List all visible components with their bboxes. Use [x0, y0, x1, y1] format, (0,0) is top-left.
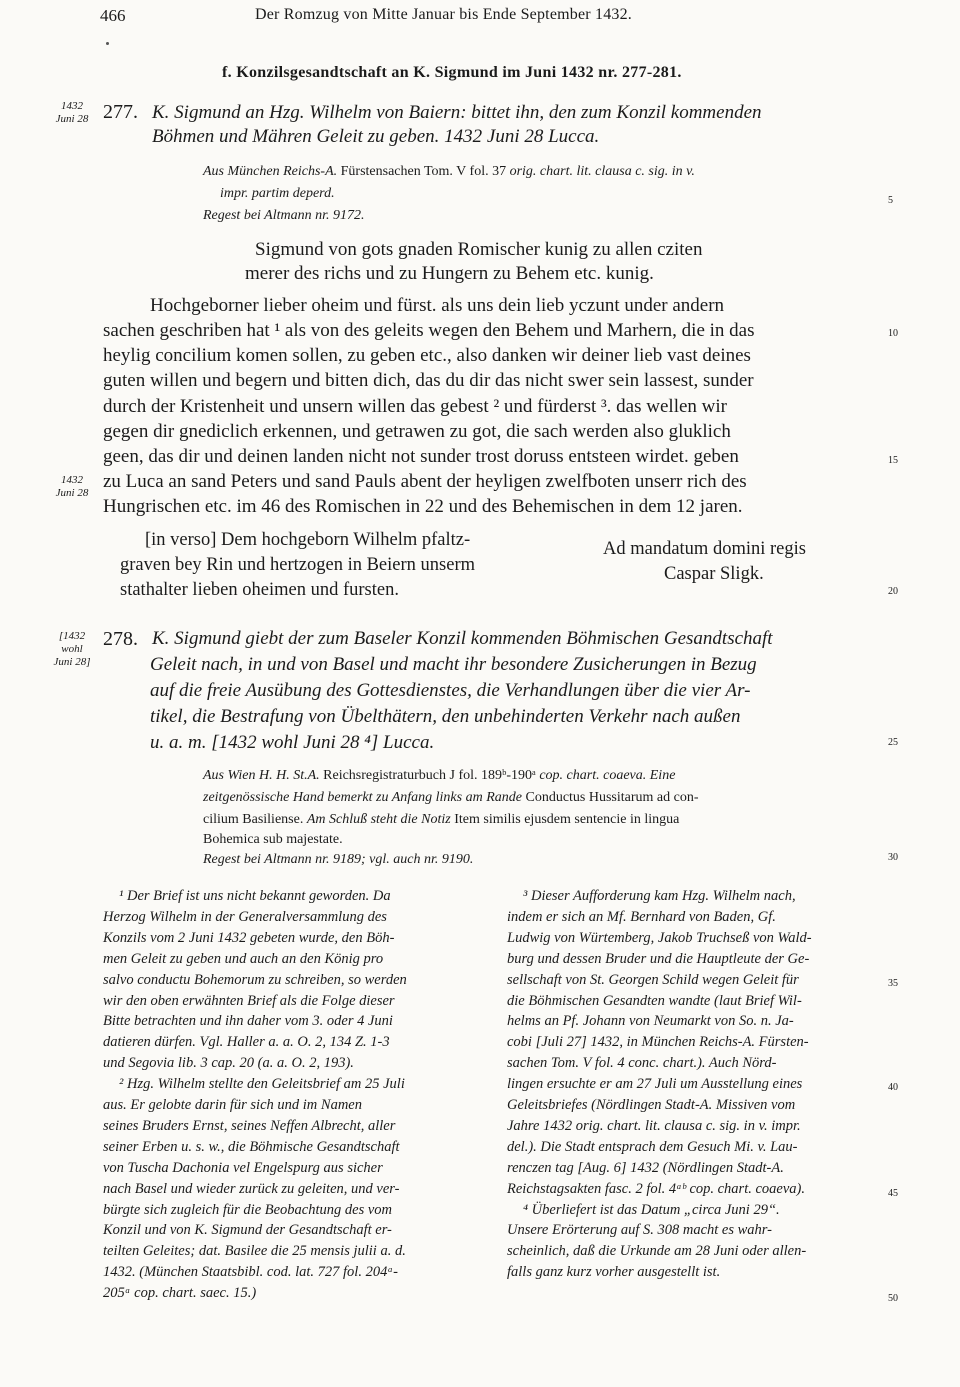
source-roman: cilium Basiliense.	[203, 812, 307, 827]
subscription-line: Ad mandatum domini regis	[603, 539, 806, 559]
source-277-line	[220, 184, 335, 204]
line-number: 40	[888, 1082, 898, 1093]
footnote-line: ⁴ Überliefert ist das Datum „circa Juni 29“.	[523, 1201, 780, 1218]
regest-278-line: tikel, die Bestrafung von Übelthätern, den unbehinderten Verkehr nach außen	[150, 706, 741, 727]
letter-text-line: gegen dir gnediclich erkennen, und getrawen zu got, die sach werden also gluklich	[103, 421, 731, 442]
letter-text-line: Hochgeborner lieber oheim und fürst. als uns dein lieb yczunt under andern	[150, 295, 725, 316]
footnote-line: und Segovia lib. 3 cap. 20 (a. a. O. 2, 193).	[103, 1055, 354, 1072]
source-277-line	[203, 162, 695, 182]
footnote-line: seines Bruders Ernst, seines Neffen Albrecht, aller	[103, 1117, 396, 1134]
regest-277-line: Böhmen und Mähren Geleit zu geben. 1432 Juni 28 Lucca.	[152, 126, 600, 147]
footnote-line: sellschaft von St. Georgen Schild wegen Geleit für	[507, 971, 799, 988]
margin-date-278	[45, 630, 99, 669]
line-number: 50	[888, 1293, 898, 1304]
regest-277-line: K. Sigmund an Hzg. Wilhelm von Baiern: bittet ihn, den zum Konzil kommenden	[152, 102, 762, 123]
footnote-line: Jahre 1432 orig. chart. lit. clausa c. sig. in v. impr.	[507, 1117, 801, 1134]
footnote-line: del.). Die Stadt entsprach dem Gesuch Mi. v. Lau-	[507, 1138, 798, 1155]
regest-278-line: K. Sigmund giebt der zum Baseler Konzil kommenden Böhmischen Gesandtschaft	[152, 628, 773, 649]
footnote-line: seiner Erben u. s. w., die Böhmische Gesandtschaft	[103, 1138, 400, 1155]
margin-date-year: 1432	[61, 474, 83, 486]
footnote-line: scheinlich, daß die Urkunde am 28 Juni oder allen-	[507, 1243, 807, 1260]
footnote-line: cobi [Juli 27] 1432, in München Reichs-A. Fürsten-	[507, 1034, 809, 1051]
letter-text-line: geen, das dir und deinen landen nicht not sunder trost doruss entsteen wirdet. geben	[103, 446, 739, 467]
footnote-line: nach Basel und wieder zurück zu geleiten, und ver-	[103, 1180, 400, 1197]
source-278-line	[203, 830, 343, 850]
footnote-line: Bitte betrachten und ihn daher vom 3. oder 4 Juni	[103, 1013, 393, 1030]
letter-text-line: zu Luca an sand Peters und sand Pauls abent der heyligen zwelfboten unserr rich des	[103, 471, 747, 492]
line-number: 30	[888, 852, 898, 863]
letter-text-line: sachen geschriben hat ¹ als von des geleits wegen den Behem und Marhern, die in das	[103, 320, 755, 341]
salutation-line: merer des richs und zu Hungern zu Behem etc. kunig.	[245, 263, 654, 284]
margin-date-277-dating	[45, 474, 99, 500]
footnote-line: helms an Pf. Johann von Neumarkt von So. n. Ja-	[507, 1013, 794, 1030]
footnote-line: lingen ersuchte er am 27 Juli um Ausstellung eines	[507, 1076, 803, 1093]
address-line: graven bey Rin und hertzogen in Beiern unserm	[120, 555, 475, 575]
margin-date-day: Juni 28]	[53, 656, 91, 668]
regest-278-line: u. a. m. [1432 wohl Juni 28 ⁴] Lucca.	[150, 732, 435, 753]
source-roman: Conductus Hussitarum ad con-	[521, 790, 699, 805]
regest-278-line: auf die freie Ausübung des Gottesdienstes, die Verhandlungen über die vier Ar-	[150, 680, 751, 701]
footnote-line: salvo conductu Bohemorum zu schreiben, so werden	[103, 971, 407, 988]
margin-date-day: Juni 28	[55, 487, 89, 499]
line-number: 10	[888, 328, 898, 339]
source-277-line	[203, 206, 365, 226]
footnote-line: Herzog Wilhelm in der Generalversammlung des	[103, 908, 387, 925]
source-278-line	[203, 788, 699, 808]
source-278-line	[203, 810, 679, 830]
regest-278-line: Geleit nach, in und von Basel und macht ihr besondere Zusicherungen in Bezug	[150, 654, 757, 675]
decorative-dot	[106, 42, 109, 45]
footnote-line: Reichstagsakten fasc. 2 fol. 4ᵃᵇ cop. chart. coaeva).	[507, 1180, 805, 1197]
footnote-line: Geleitsbriefes (Nördlingen Stadt-A. Missiven vom	[507, 1097, 796, 1113]
footnote-line: ³ Dieser Aufforderung kam Hzg. Wilhelm nach,	[523, 888, 796, 904]
footnote-line: 205ᵃ cop. chart. saec. 15.)	[103, 1285, 257, 1302]
line-number: 15	[888, 455, 898, 466]
footnote-line: datieren dürfen. Vgl. Haller a. a. O. 2, 134 Z. 1-3	[103, 1034, 390, 1051]
margin-date-qualifier: wohl	[61, 643, 83, 655]
running-title: Der Romzug von Mitte Januar bis Ende September 1432.	[255, 6, 632, 23]
source-italic: Am Schluß steht die Notiz	[306, 812, 451, 827]
footnote-line: 1432. (München Staatsbibl. cod. lat. 727 fol. 204ᵃ-	[103, 1264, 398, 1281]
footnote-line: renczen tag [Aug. 6] 1432 (Nördlingen Stadt-A.	[507, 1159, 784, 1176]
footnote-line: bürgte sich zugleich für die Beobachtung des vom	[103, 1201, 393, 1218]
page-number: 466	[100, 6, 126, 25]
source-italic: Regest bei Altmann nr. 9172.	[203, 208, 365, 223]
source-roman: Bohemica sub majestate.	[203, 832, 343, 847]
letter-text-line: Hungrischen etc. im 46 des Romischen in 22 und des Behemischen in dem 12 jaren.	[103, 496, 743, 517]
footnote-line: falls ganz kurz vorher ausgestellt ist.	[507, 1264, 721, 1281]
footnote-line: indem er sich an Mf. Bernhard von Baden, Gf.	[507, 908, 776, 925]
footnote-line: Konzil und von K. Sigmund der Gesandtschaft er-	[103, 1222, 392, 1239]
footnote-line: Unsere Erörterung auf S. 308 macht es wahr-	[507, 1222, 772, 1239]
footnote-line: sachen Tom. V fol. 4 conc. chart.). Auch Nörd-	[507, 1055, 777, 1072]
entry-number-277: 277.	[103, 101, 138, 123]
footnote-line: men Geleit zu geben und auch an den König pro	[103, 950, 384, 967]
letter-text-line: heylig concilium komen sollen, zu geben etc., also danken wir deiner lieb vast deines	[103, 345, 751, 366]
line-number: 5	[888, 195, 893, 206]
footnote-line: ¹ Der Brief ist uns nicht bekannt geworden. Da	[119, 888, 391, 904]
footnote-line: teilten Geleites; dat. Basilee die 25 mensis julii a. d.	[103, 1243, 406, 1260]
footnote-line: von Tuscha Dachonia vel Engelspurg aus sicher	[103, 1159, 383, 1176]
footnote-line: burg und dessen Bruder und die Hauptleute der Ge-	[507, 950, 810, 967]
line-number: 35	[888, 978, 898, 989]
entry-number-278: 278.	[103, 628, 138, 650]
footnote-line: Ludwig von Würtemberg, Jakob Truchseß von Wald-	[507, 929, 812, 946]
margin-date-year: [1432	[58, 630, 86, 642]
source-278-line	[203, 766, 675, 786]
line-number: 25	[888, 737, 898, 748]
margin-date-day: Juni 28	[55, 113, 89, 125]
margin-date-277	[45, 100, 99, 126]
source-278-line	[203, 850, 473, 870]
footnote-line: ² Hzg. Wilhelm stellte den Geleitsbrief am 25 Juli	[119, 1076, 405, 1093]
footnote-line: die Böhmischen Gesandten wandte (laut Brief Wil-	[507, 992, 802, 1009]
section-heading: f. Konzilsgesandtschaft an K. Sigmund im Juni 1432 nr. 277-281.	[222, 64, 682, 81]
source-italic: cop. chart. coaeva. Eine	[539, 768, 676, 783]
source-roman: Fürstensachen Tom. V fol. 37	[337, 164, 510, 179]
address-line: stathalter lieben oheimen und fursten.	[120, 580, 399, 600]
footnote-line: aus. Er gelobte darin für sich und im Namen	[103, 1097, 362, 1113]
source-italic: orig. chart. lit. clausa c. sig. in v.	[509, 164, 695, 179]
line-number: 20	[888, 586, 898, 597]
letter-text-line: guten willen und begern und bitten dich, das du dir das nicht swer sein lassest, sunder	[103, 370, 754, 391]
footnote-line: wir den oben erwähnten Brief als die Folge dieser	[103, 992, 395, 1009]
subscription-line: Caspar Sligk.	[664, 564, 764, 584]
address-line: [in verso] Dem hochgeborn Wilhelm pfaltz-	[145, 530, 471, 550]
source-italic: impr. partim deperd.	[220, 186, 335, 201]
salutation-line: Sigmund von gots gnaden Romischer kunig zu allen cziten	[255, 239, 703, 260]
letter-text-line: durch der Kristenheit und unsern willen das gebest ² und fürderst ³. das wellen wir	[103, 396, 727, 417]
source-italic: Aus Wien H. H. St.A.	[203, 768, 320, 783]
footnote-line: Konzils vom 2 Juni 1432 gebeten wurde, den Böh-	[103, 929, 395, 946]
source-roman: Item similis ejusdem sentencie in lingua	[450, 812, 680, 827]
source-italic: Aus München Reichs-A.	[203, 164, 338, 179]
source-roman: Reichsregistraturbuch J fol. 189ᵇ-190ᵃ	[319, 768, 540, 783]
margin-date-year: 1432	[61, 100, 83, 112]
source-italic: Regest bei Altmann nr. 9189; vgl. auch nr. 9190.	[203, 852, 474, 867]
line-number: 45	[888, 1188, 898, 1199]
source-italic: zeitgenössische Hand bemerkt zu Anfang links am Rande	[203, 790, 522, 805]
